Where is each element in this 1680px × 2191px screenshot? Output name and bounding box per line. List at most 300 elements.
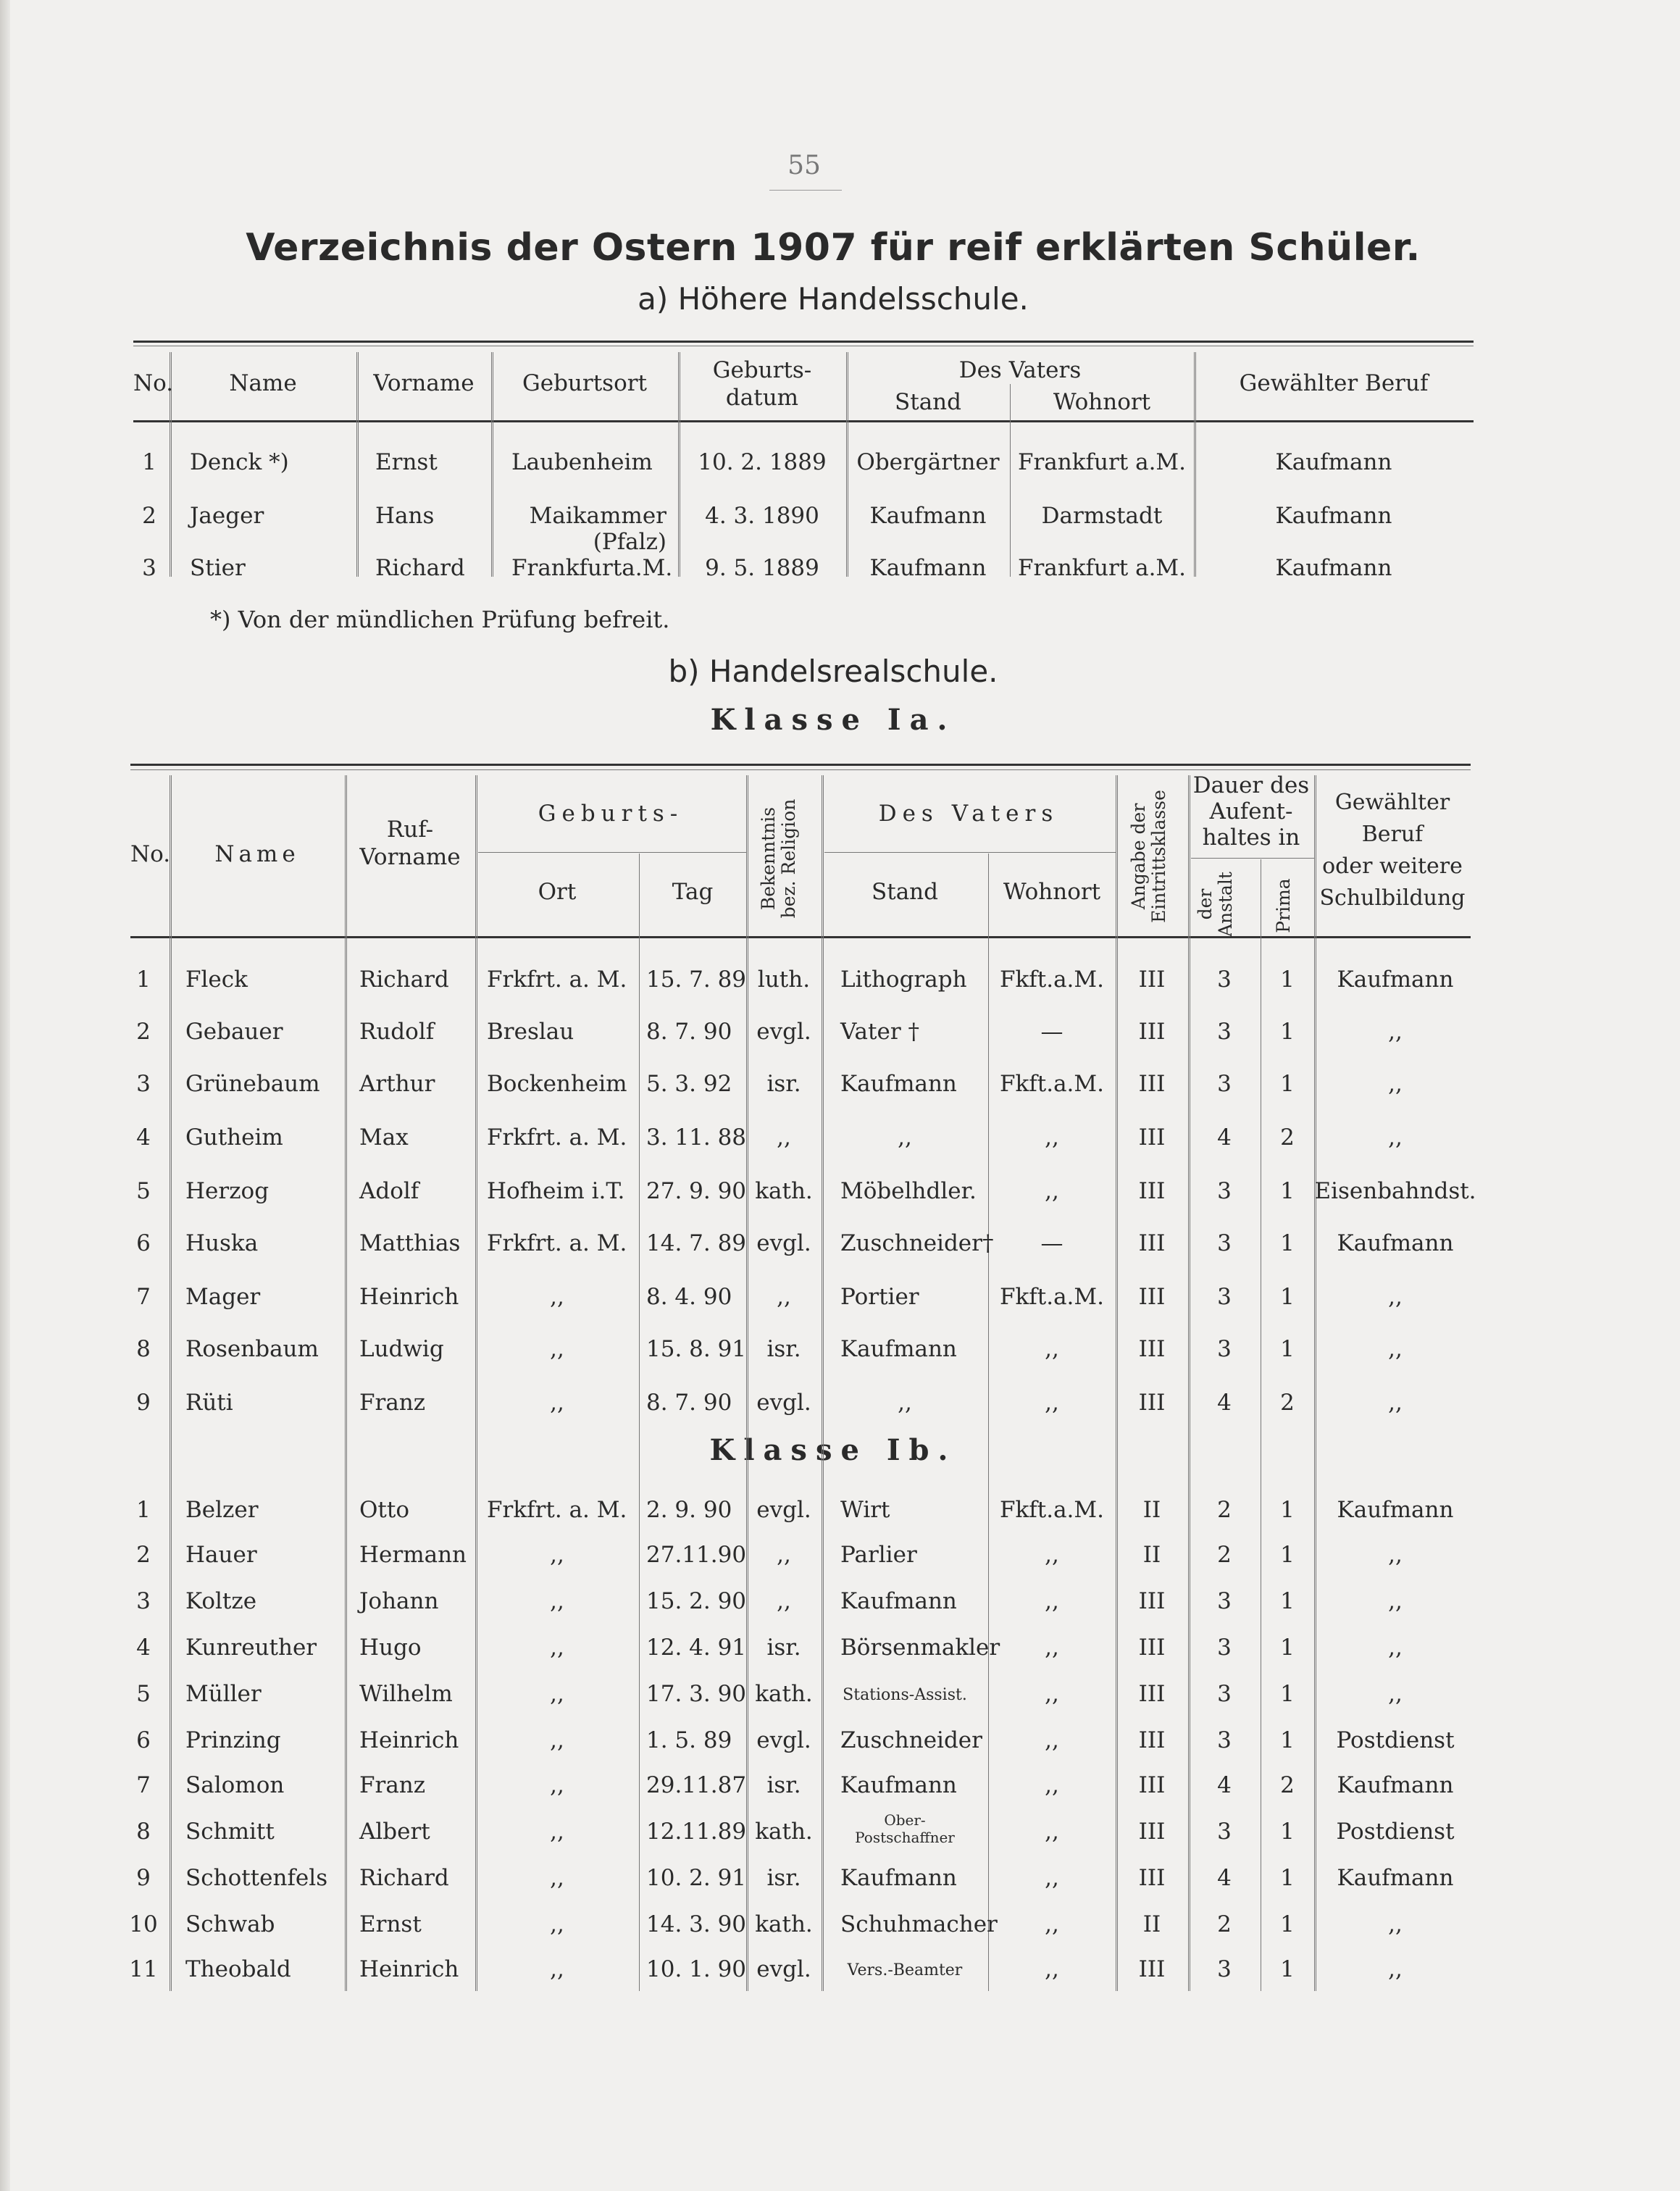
table-row-wohnort: ,,: [1045, 1542, 1059, 1568]
table-row-name: Schottenfels: [185, 1865, 328, 1891]
table-row-tag: 15. 8. 91: [646, 1336, 747, 1362]
table-b-header-des-vaters: Des Vaters: [878, 801, 1059, 827]
table-row-vorname: Franz: [359, 1390, 426, 1416]
table-row-anstalt: 3: [1217, 1588, 1232, 1614]
table-row-prima: 1: [1280, 1819, 1295, 1845]
table-row-no: 5: [136, 1178, 151, 1204]
table-row-prima: 2: [1280, 1772, 1295, 1798]
table-row-wohnort: Darmstadt: [1041, 503, 1163, 529]
table-row-name: Gebauer: [185, 1019, 283, 1045]
table-row-prima: 1: [1280, 1019, 1295, 1045]
table-b-col-line: [1314, 775, 1316, 1991]
table-b-col-line: [170, 775, 172, 1991]
table-row-ort: ,,: [550, 1284, 564, 1310]
table-row-vorname: Hermann: [359, 1542, 467, 1568]
table-a-header-no: No.: [133, 370, 174, 396]
table-row-beruf: ,,: [1388, 1390, 1403, 1416]
table-row-no: 2: [136, 1542, 151, 1568]
table-row-geburtsort: Frankfurta.M.: [511, 555, 673, 581]
table-row-anstalt: 3: [1217, 1956, 1232, 1982]
table-row-stand: Kaufmann: [869, 555, 987, 581]
table-row-ort: Hofheim i.T.: [487, 1178, 625, 1204]
table-row-ort: ,,: [550, 1911, 564, 1937]
document-title: Verzeichnis der Ostern 1907 für reif erklärten Schüler.: [246, 226, 1421, 270]
table-row-eintrittsklasse: III: [1138, 967, 1166, 993]
table-row-stand: Stations-Assist.: [843, 1686, 967, 1704]
table-a-header-rule: [133, 420, 1474, 422]
table-row-tag: 5. 3. 92: [646, 1071, 732, 1097]
table-row-beruf: Kaufmann: [1275, 449, 1392, 475]
table-row-religion: ,,: [777, 1124, 791, 1151]
table-row-vorname: Franz: [359, 1772, 426, 1798]
table-row-wohnort: ,,: [1045, 1727, 1059, 1753]
table-row-stand: Zuschneider: [840, 1727, 982, 1753]
table-row-eintrittsklasse: III: [1138, 1124, 1166, 1151]
table-row-anstalt: 3: [1217, 1284, 1232, 1310]
table-row-anstalt: 3: [1217, 1819, 1232, 1845]
table-b-subrule-vaters: [824, 852, 1116, 853]
table-row-ort: ,,: [550, 1956, 564, 1982]
table-row-prima: 1: [1280, 1911, 1295, 1937]
table-row-wohnort: ,,: [1045, 1681, 1059, 1707]
table-row-wohnort: Frankfurt a.M.: [1017, 555, 1187, 581]
page-number: 55: [787, 151, 821, 180]
table-row-vorname: Richard: [375, 555, 465, 581]
table-row-eintrittsklasse: III: [1138, 1230, 1166, 1256]
page-edge: [0, 0, 10, 2191]
table-row-stand: Vers.-Beamter: [847, 1961, 963, 1979]
table-row-ort: ,,: [550, 1727, 564, 1753]
table-row-beruf: Kaufmann: [1275, 503, 1392, 529]
table-row-anstalt: 3: [1217, 1635, 1232, 1661]
table-row-religion: ,,: [777, 1542, 791, 1568]
table-row-religion: evgl.: [756, 1727, 811, 1753]
table-row-datum: 9. 5. 1889: [705, 555, 819, 581]
table-row-vorname: Albert: [359, 1819, 430, 1845]
table-row-eintrittsklasse: III: [1138, 1071, 1166, 1097]
table-row-name: Gutheim: [185, 1124, 283, 1151]
table-row-anstalt: 3: [1217, 1727, 1232, 1753]
table-row-tag: 17. 3. 90: [646, 1681, 747, 1707]
table-row-name: Rosenbaum: [185, 1336, 319, 1362]
table-row-beruf: ,,: [1388, 1588, 1403, 1614]
table-row-religion: evgl.: [756, 1956, 811, 1982]
table-row-ort: Bockenheim: [487, 1071, 627, 1097]
table-row-beruf: Eisenbahndst.: [1314, 1178, 1476, 1204]
table-row-stand: ,,: [898, 1390, 912, 1416]
table-row-stand: Obergärtner: [856, 449, 1000, 475]
table-row-no: 8: [136, 1336, 151, 1362]
table-row-eintrittsklasse: III: [1138, 1019, 1166, 1045]
table-row-eintrittsklasse: III: [1138, 1588, 1166, 1614]
table-b-col-line: [746, 775, 748, 1991]
table-row-religion: isr.: [766, 1772, 801, 1798]
table-row-stand: Kaufmann: [869, 503, 987, 529]
klasse-ib-title: Klasse Ib.: [709, 1433, 957, 1467]
table-row-eintrittsklasse: III: [1138, 1681, 1166, 1707]
table-row-ort: ,,: [550, 1390, 564, 1416]
table-row-ort: ,,: [550, 1542, 564, 1568]
table-row-name: Denck *): [190, 449, 289, 475]
table-row-ort: Breslau: [487, 1019, 574, 1045]
table-row-eintrittsklasse: III: [1138, 1336, 1166, 1362]
table-row-no: 6: [136, 1727, 151, 1753]
section-a-title: a) Höhere Handelsschule.: [638, 281, 1029, 317]
table-row-wohnort: Fkft.a.M.: [999, 1284, 1104, 1310]
table-row-no: 2: [136, 1019, 151, 1045]
table-row-stand: Ober- Postschaffner: [855, 1811, 955, 1846]
table-row-name: Jaeger: [190, 503, 264, 529]
table-row-vorname: Wilhelm: [359, 1681, 453, 1707]
table-row-wohnort: —: [1040, 1019, 1063, 1045]
table-row-eintrittsklasse: III: [1138, 1390, 1166, 1416]
table-row-wohnort: ,,: [1045, 1588, 1059, 1614]
table-row-stand: Parlier: [840, 1542, 917, 1568]
table-row-geburtsort: Maikammer (Pfalz): [529, 503, 666, 555]
table-row-beruf: ,,: [1388, 1336, 1403, 1362]
table-row-vorname: Heinrich: [359, 1284, 459, 1310]
table-row-no: 1: [142, 449, 156, 475]
table-row-wohnort: ,,: [1045, 1819, 1059, 1845]
table-row-datum: 4. 3. 1890: [705, 503, 819, 529]
table-row-stand: Portier: [840, 1284, 919, 1310]
table-row-wohnort: Fkft.a.M.: [999, 967, 1104, 993]
table-row-name: Grünebaum: [185, 1071, 320, 1097]
table-row-beruf: ,,: [1388, 1284, 1403, 1310]
table-row-ort: Frkfrt. a. M.: [487, 1497, 627, 1523]
table-row-anstalt: 3: [1217, 1019, 1232, 1045]
table-row-anstalt: 2: [1217, 1497, 1232, 1523]
table-row-ort: Frkfrt. a. M.: [487, 967, 627, 993]
table-row-tag: 8. 4. 90: [646, 1284, 732, 1310]
table-row-no: 5: [136, 1681, 151, 1707]
table-row-stand: Kaufmann: [840, 1772, 957, 1798]
table-row-no: 3: [136, 1071, 151, 1097]
table-row-wohnort: ,,: [1045, 1635, 1059, 1661]
table-row-anstalt: 4: [1217, 1390, 1232, 1416]
table-row-geburtsort: Laubenheim: [511, 449, 653, 475]
table-a-header-des-vaters: Des Vaters: [958, 357, 1082, 383]
table-row-wohnort: ,,: [1045, 1911, 1059, 1937]
table-row-religion: evgl.: [756, 1497, 811, 1523]
table-row-vorname: Richard: [359, 1865, 449, 1891]
table-b-col-line-ort-tag: [639, 854, 640, 1991]
table-row-prima: 1: [1280, 1727, 1295, 1753]
table-row-ort: ,,: [550, 1681, 564, 1707]
table-row-eintrittsklasse: II: [1142, 1542, 1161, 1568]
table-b-header-ort: Ort: [538, 879, 577, 905]
table-b-subrule-dauer: [1191, 858, 1314, 859]
table-row-prima: 2: [1280, 1124, 1295, 1151]
table-row-eintrittsklasse: III: [1138, 1772, 1166, 1798]
table-row-religion: kath.: [755, 1819, 813, 1845]
table-row-religion: luth.: [757, 967, 811, 993]
table-row-ort: ,,: [550, 1772, 564, 1798]
table-row-prima: 1: [1280, 1178, 1295, 1204]
table-row-religion: kath.: [755, 1178, 813, 1204]
table-a-header-beruf: Gewählter Beruf: [1239, 370, 1429, 396]
table-row-beruf: Kaufmann: [1337, 1865, 1454, 1891]
table-row-beruf: Postdienst: [1336, 1819, 1455, 1845]
table-row-name: Schmitt: [185, 1819, 275, 1845]
table-row-wohnort: ,,: [1045, 1772, 1059, 1798]
table-row-ort: Frkfrt. a. M.: [487, 1124, 627, 1151]
table-row-name: Koltze: [185, 1588, 257, 1614]
table-row-wohnort: Fkft.a.M.: [999, 1497, 1104, 1523]
table-row-wohnort: Fkft.a.M.: [999, 1071, 1104, 1097]
table-row-beruf: ,,: [1388, 1124, 1403, 1151]
table-row-tag: 8. 7. 90: [646, 1019, 732, 1045]
table-row-eintrittsklasse: II: [1142, 1497, 1161, 1523]
table-row-vorname: Johann: [359, 1588, 439, 1614]
table-b-top-rule-2: [130, 769, 1471, 770]
table-row-no: 2: [142, 503, 156, 529]
table-row-prima: 1: [1280, 1284, 1295, 1310]
table-b-col-line: [1188, 775, 1190, 1991]
table-row-eintrittsklasse: III: [1138, 1284, 1166, 1310]
table-row-prima: 2: [1280, 1390, 1295, 1416]
table-b-header-name: Name: [214, 841, 300, 867]
table-row-tag: 12.11.89: [646, 1819, 747, 1845]
table-row-datum: 10. 2. 1889: [698, 449, 827, 475]
table-row-anstalt: 3: [1217, 1681, 1232, 1707]
table-row-religion: kath.: [755, 1911, 813, 1937]
table-row-eintrittsklasse: III: [1138, 1727, 1166, 1753]
table-row-anstalt: 3: [1217, 1178, 1232, 1204]
table-row-vorname: Richard: [359, 967, 449, 993]
table-row-beruf: ,,: [1388, 1681, 1403, 1707]
table-row-beruf: ,,: [1388, 1635, 1403, 1661]
table-row-prima: 1: [1280, 967, 1295, 993]
table-row-no: 7: [136, 1772, 151, 1798]
table-b-subrule-geburts: [478, 852, 746, 853]
table-row-anstalt: 3: [1217, 1230, 1232, 1256]
table-b-header-anstalt: der Anstalt: [1195, 872, 1236, 937]
table-a-header-stand: Stand: [895, 389, 961, 415]
page-number-rule: [769, 190, 842, 191]
table-row-anstalt: 2: [1217, 1911, 1232, 1937]
table-row-religion: ,,: [777, 1588, 791, 1614]
table-b-header-stand: Stand: [872, 879, 938, 905]
table-row-vorname: Heinrich: [359, 1956, 459, 1982]
table-b-header-geburts: Geburts-: [538, 801, 684, 827]
table-row-vorname: Heinrich: [359, 1727, 459, 1753]
table-row-wohnort: ,,: [1045, 1124, 1059, 1151]
table-row-stand: Möbelhdler.: [840, 1178, 977, 1204]
table-row-ort: ,,: [550, 1819, 564, 1845]
table-b-col-line: [1116, 775, 1118, 1991]
table-row-stand: Schuhmacher: [840, 1911, 998, 1937]
table-b-header-wohnort: Wohnort: [1003, 879, 1101, 905]
table-row-no: 1: [136, 967, 151, 993]
table-row-religion: isr.: [766, 1336, 801, 1362]
table-row-tag: 3. 11. 88: [646, 1124, 747, 1151]
table-row-prima: 1: [1280, 1635, 1295, 1661]
table-row-stand: Wirt: [840, 1497, 890, 1523]
table-row-anstalt: 2: [1217, 1542, 1232, 1568]
table-row-wohnort: —: [1040, 1230, 1063, 1256]
table-row-wohnort: ,,: [1045, 1178, 1059, 1204]
table-row-tag: 12. 4. 91: [646, 1635, 747, 1661]
table-row-tag: 1. 5. 89: [646, 1727, 732, 1753]
table-row-tag: 10. 1. 90: [646, 1956, 747, 1982]
table-a-header-geburtsdatum: Geburts- datum: [712, 357, 812, 411]
table-row-tag: 27. 9. 90: [646, 1178, 747, 1204]
table-row-beruf: ,,: [1388, 1911, 1403, 1937]
table-row-tag: 14. 7. 89: [646, 1230, 747, 1256]
table-row-name: Huska: [185, 1230, 259, 1256]
table-row-no: 4: [136, 1124, 151, 1151]
table-row-prima: 1: [1280, 1230, 1295, 1256]
table-b-header-dauer: Dauer des Aufent- haltes in: [1192, 772, 1310, 851]
table-row-vorname: Ernst: [375, 449, 438, 475]
table-b-header-prima: Prima: [1273, 878, 1294, 933]
table-row-vorname: Max: [359, 1124, 409, 1151]
table-row-wohnort: ,,: [1045, 1956, 1059, 1982]
table-row-eintrittsklasse: III: [1138, 1819, 1166, 1845]
table-row-prima: 1: [1280, 1956, 1295, 1982]
table-row-tag: 15. 2. 90: [646, 1588, 747, 1614]
table-row-vorname: Arthur: [359, 1071, 435, 1097]
table-a-header-geburtsort: Geburtsort: [522, 370, 648, 396]
table-row-ort: ,,: [550, 1336, 564, 1362]
table-row-no: 7: [136, 1284, 151, 1310]
table-row-religion: evgl.: [756, 1019, 811, 1045]
table-a-header-vorname: Vorname: [373, 370, 475, 396]
table-row-beruf: Kaufmann: [1337, 1497, 1454, 1523]
table-row-name: Belzer: [185, 1497, 259, 1523]
table-row-name: Prinzing: [185, 1727, 281, 1753]
table-row-no: 9: [136, 1865, 151, 1891]
table-row-prima: 1: [1280, 1336, 1295, 1362]
table-row-beruf: Kaufmann: [1337, 967, 1454, 993]
table-b-header-bekenntnis: Bekenntnis bez. Religion: [758, 798, 799, 919]
table-row-religion: isr.: [766, 1865, 801, 1891]
table-b-col-line: [475, 775, 477, 1991]
table-row-tag: 29.11.87: [646, 1772, 747, 1798]
table-row-vorname: Hugo: [359, 1635, 422, 1661]
klasse-ia-title: Klasse Ia.: [710, 703, 956, 737]
table-row-ort: ,,: [550, 1635, 564, 1661]
table-row-ort: ,,: [550, 1865, 564, 1891]
table-b-header-beruf: Gewählter Beruf oder weitere Schulbildung: [1319, 790, 1466, 911]
table-row-eintrittsklasse: II: [1142, 1911, 1161, 1937]
table-row-beruf: Kaufmann: [1337, 1772, 1454, 1798]
table-row-stand: Kaufmann: [840, 1588, 957, 1614]
table-row-beruf: Kaufmann: [1275, 555, 1392, 581]
table-row-tag: 27.11.90: [646, 1542, 747, 1568]
table-row-anstalt: 3: [1217, 1336, 1232, 1362]
table-row-tag: 14. 3. 90: [646, 1911, 747, 1937]
table-b-header-rufvorname: Ruf- Vorname: [359, 817, 461, 870]
table-row-anstalt: 3: [1217, 1071, 1232, 1097]
table-row-beruf: ,,: [1388, 1542, 1403, 1568]
table-row-anstalt: 4: [1217, 1772, 1232, 1798]
table-row-vorname: Otto: [359, 1497, 409, 1523]
table-row-no: 3: [136, 1588, 151, 1614]
table-row-prima: 1: [1280, 1497, 1295, 1523]
table-b-header-tag: Tag: [672, 879, 714, 905]
table-b-col-line: [345, 775, 347, 1991]
table-row-religion: kath.: [755, 1681, 813, 1707]
table-row-prima: 1: [1280, 1865, 1295, 1891]
table-row-beruf: ,,: [1388, 1071, 1403, 1097]
table-row-tag: 8. 7. 90: [646, 1390, 732, 1416]
table-row-name: Schwab: [185, 1911, 275, 1937]
table-row-name: Müller: [185, 1681, 262, 1707]
table-row-no: 3: [142, 555, 156, 581]
table-row-religion: isr.: [766, 1635, 801, 1661]
table-row-beruf: Postdienst: [1336, 1727, 1455, 1753]
table-row-stand: Börsenmakler: [840, 1635, 1000, 1661]
table-row-anstalt: 4: [1217, 1124, 1232, 1151]
table-row-wohnort: ,,: [1045, 1390, 1059, 1416]
table-a-header-wohnort: Wohnort: [1053, 389, 1151, 415]
table-row-stand: Vater †: [840, 1019, 919, 1045]
table-row-name: Salomon: [185, 1772, 285, 1798]
table-row-beruf: Kaufmann: [1337, 1230, 1454, 1256]
table-row-stand: Kaufmann: [840, 1336, 957, 1362]
table-row-vorname: Ludwig: [359, 1336, 444, 1362]
table-row-anstalt: 4: [1217, 1865, 1232, 1891]
table-row-vorname: Adolf: [359, 1178, 419, 1204]
table-a-top-rule: [133, 341, 1474, 343]
table-row-name: Fleck: [185, 967, 248, 993]
table-row-name: Kunreuther: [185, 1635, 317, 1661]
table-row-wohnort: ,,: [1045, 1336, 1059, 1362]
table-row-anstalt: 3: [1217, 967, 1232, 993]
table-row-stand: Kaufmann: [840, 1071, 957, 1097]
table-row-stand: Kaufmann: [840, 1865, 957, 1891]
table-row-tag: 2. 9. 90: [646, 1497, 732, 1523]
table-b-top-rule: [130, 764, 1471, 766]
table-row-prima: 1: [1280, 1681, 1295, 1707]
table-row-eintrittsklasse: III: [1138, 1178, 1166, 1204]
table-row-ort: Frkfrt. a. M.: [487, 1230, 627, 1256]
section-b-title: b) Handelsrealschule.: [668, 654, 998, 689]
table-row-name: Mager: [185, 1284, 261, 1310]
table-row-name: Theobald: [185, 1956, 291, 1982]
table-row-name: Rüti: [185, 1390, 233, 1416]
table-row-stand: ,,: [898, 1124, 912, 1151]
table-row-vorname: Ernst: [359, 1911, 422, 1937]
table-row-tag: 15. 7. 89: [646, 967, 747, 993]
table-row-prima: 1: [1280, 1071, 1295, 1097]
table-b-header-eintritt: Angabe der Eintrittsklasse: [1128, 790, 1169, 923]
table-row-beruf: ,,: [1388, 1956, 1403, 1982]
table-row-no: 4: [136, 1635, 151, 1661]
table-row-religion: isr.: [766, 1071, 801, 1097]
table-row-name: Hauer: [185, 1542, 257, 1568]
table-row-wohnort: Frankfurt a.M.: [1017, 449, 1187, 475]
table-row-no: 9: [136, 1390, 151, 1416]
table-row-beruf: ,,: [1388, 1019, 1403, 1045]
table-row-name: Stier: [190, 555, 246, 581]
table-b-col-line: [822, 775, 824, 1991]
table-row-ort: ,,: [550, 1588, 564, 1614]
table-row-vorname: Hans: [375, 503, 435, 529]
table-row-prima: 1: [1280, 1542, 1295, 1568]
table-row-name: Herzog: [185, 1178, 269, 1204]
table-row-religion: ,,: [777, 1284, 791, 1310]
table-row-religion: evgl.: [756, 1390, 811, 1416]
table-row-stand: Zuschneider†: [840, 1230, 994, 1256]
table-row-wohnort: ,,: [1045, 1865, 1059, 1891]
table-row-no: 10: [129, 1911, 158, 1937]
table-row-no: 1: [136, 1497, 151, 1523]
table-row-vorname: Matthias: [359, 1230, 461, 1256]
table-row-eintrittsklasse: III: [1138, 1956, 1166, 1982]
